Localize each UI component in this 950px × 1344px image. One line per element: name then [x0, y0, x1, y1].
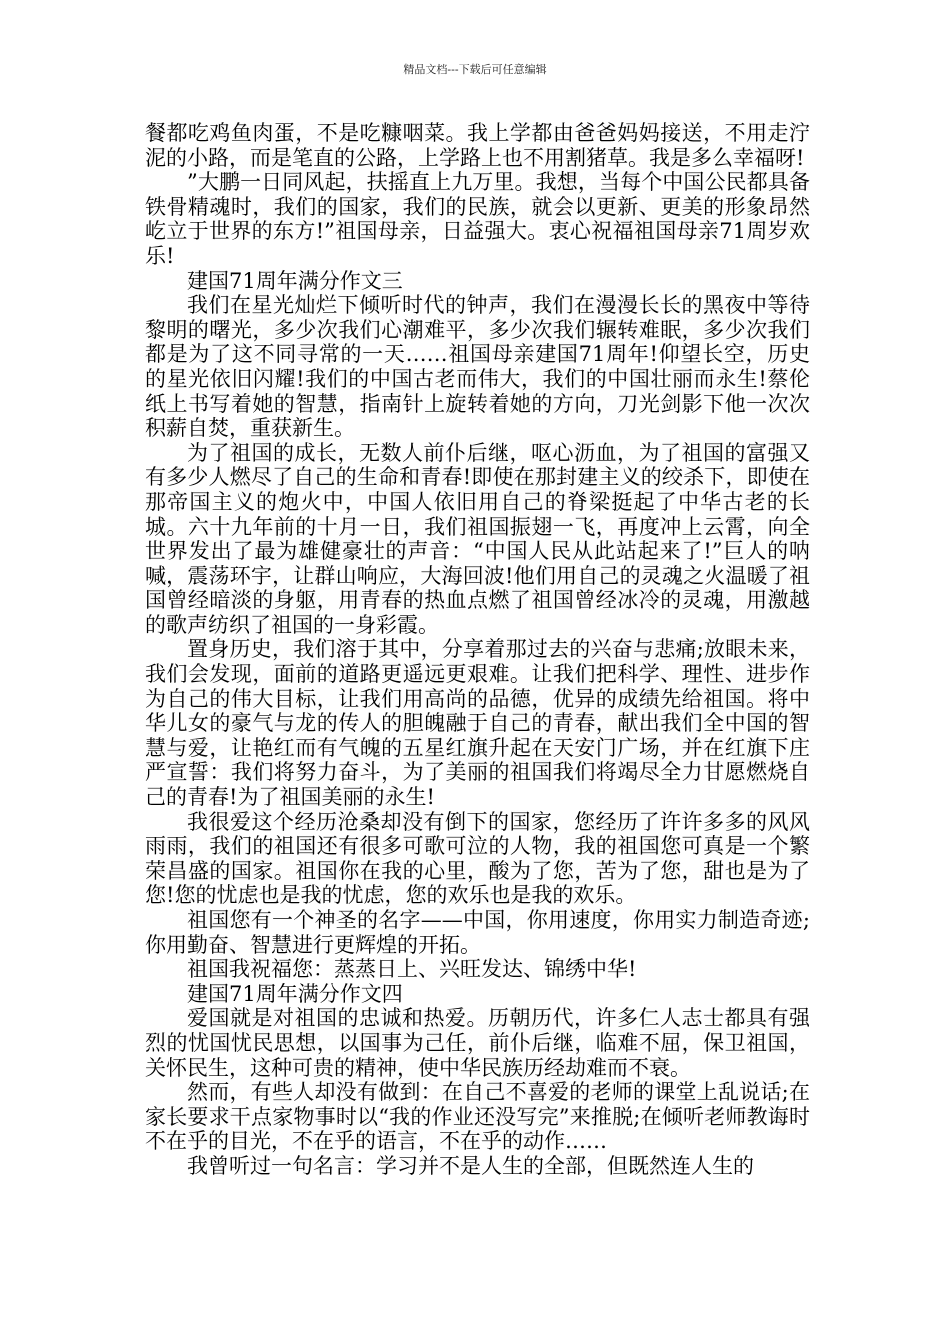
section-heading-3: 建国71周年满分作文三 — [187, 268, 403, 293]
paragraph-9: 祖国我祝福您：蒸蒸日上、兴旺发达、锦绣中华! — [187, 957, 637, 982]
paragraph-13: 我曾听过一句名言：学习并不是人生的全部，但既然连人生的 — [187, 1153, 754, 1178]
paragraph-8: 祖国您有一个神圣的名字——中国，你用速度，你用实力制造奇迹;你用勤奋、智慧进行更辉煌的开拓。 — [145, 908, 810, 957]
paragraph-2: ”大鹏一日同风起，扶摇直上九万里。我想，当每个中国公民都具备铁骨精魂时，我们的国家，我们的民族，就会以更新、更美的形象昂然屹立于世界的东方!”祖国母亲，日益强大。衷心祝福祖国母亲71周岁欢乐! — [145, 170, 810, 268]
section-heading-4: 建国71周年满分作文四 — [187, 981, 403, 1006]
paragraph-5: 为了祖国的成长，无数人前仆后继，呕心沥血，为了祖国的富强又有多少人燃尽了自己的生命和青春!即使在那封建主义的绞杀下，即使在那帝国主义的炮火中，中国人依旧用自己的脊梁挺起了中华古老的长城。六十九年前的十月一日，我们祖国振翅一飞，再度冲上云霄，向全世界发出了最为雄健豪壮的声音：“中国人民从此站起来了!”巨人的呐喊，震荡环宇，让群山响应，大海回波!他们用自己的灵魂之火温暖了祖国曾经暗淡的身躯，用青春的热血点燃了祖国曾经冰冷的灵魂，用激越的歌声纺织了祖国的一身彩霞。 — [145, 440, 810, 637]
page-header: 精品文档---下载后可任意编辑 — [403, 63, 547, 76]
paragraph-11: 爱国就是对祖国的忠诚和热爱。历朝历代，许多仁人志士都具有强烈的忧国忧民思想，以国事为己任，前仆后继，临难不屈，保卫祖国，关怀民生，这种可贵的精神，使中华民族历经劫难而不衰。 — [145, 1006, 810, 1080]
paragraph-12: 然而，有些人却没有做到：在自己不喜爱的老师的课堂上乱说话;在家长要求干点家物事时以“我的作业还没写完”来推脱;在倾听老师教诲时不在乎的目光，不在乎的语言，不在乎的动作…… — [145, 1080, 810, 1154]
document-body — [145, 121, 810, 1179]
paragraph-7: 我很爱这个经历沧桑却没有倒下的国家，您经历了许许多多的风风雨雨，我们的祖国还有很多可歌可泣的人物，我的祖国您可真是一个繁荣昌盛的国家。祖国你在我的心里，酸为了您，苦为了您，甜也是为了您!您的忧虑也是我的忧虑，您的欢乐也是我的欢乐。 — [145, 809, 810, 908]
paragraph-6: 置身历史，我们溶于其中，分享着那过去的兴奋与悲痛;放眼未来，我们会发现，面前的道路更遥远更艰难。让我们把科学、理性、进步作为自己的伟大目标，让我们用高尚的品德，优异的成绩先给祖国。将中华儿女的豪气与龙的传人的胆魄融于自己的青春，献出我们全中国的智慧与爱，让艳红而有气魄的五星红旗升起在天安门广场，并在红旗下庄严宣誓：我们将努力奋斗，为了美丽的祖国我们将竭尽全力甘愿燃烧自己的青春!为了祖国美丽的永生! — [145, 637, 810, 810]
paragraph-4: 我们在星光灿烂下倾听时代的钟声，我们在漫漫长长的黑夜中等待黎明的曙光，多少次我们心潮难平，多少次我们辗转难眠，多少次我们都是为了这不同寻常的一天……祖国母亲建国71周年!仰望长空，历史的星光依旧闪耀!我们的中国古老而伟大，我们的中国壮丽而永生!蔡伦纸上书写着她的智慧，指南针上旋转着她的方向，刀光剑影下他一次次积薪自焚，重获新生。 — [145, 293, 810, 441]
paragraph-1: 餐都吃鸡鱼肉蛋，不是吃糠咽菜。我上学都由爸爸妈妈接送，不用走泞泥的小路，而是笔直的公路，上学路上也不用割猪草。我是多么幸福呀! — [145, 121, 810, 170]
